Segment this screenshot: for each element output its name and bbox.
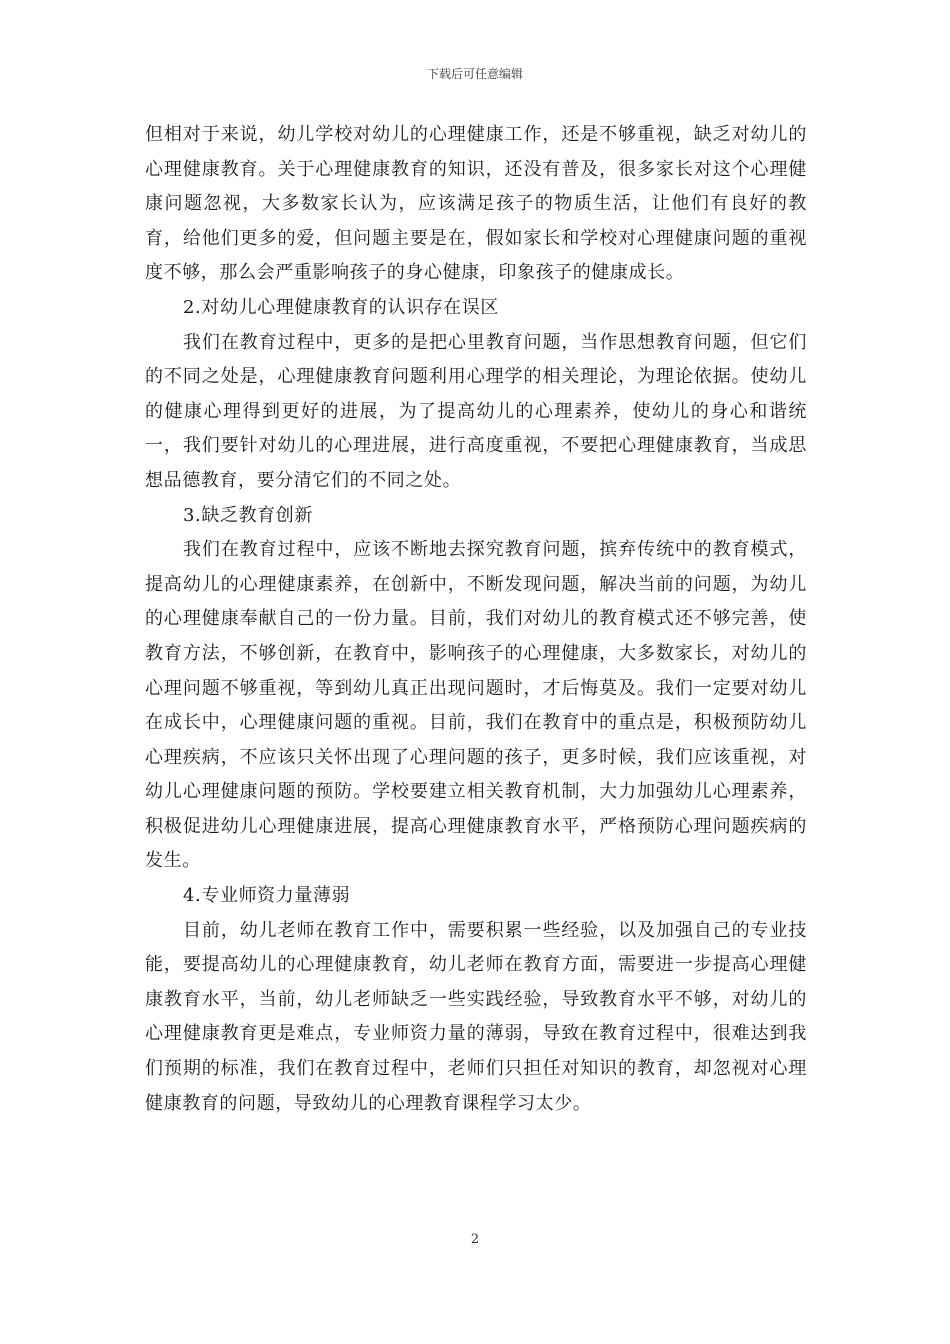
document-body: [145, 118, 807, 1121]
section-heading-4: 4.专业师资力量薄弱: [183, 885, 351, 907]
page-number: 2: [470, 1232, 480, 1247]
paragraph-continued: 但相对于来说，幼儿学校对幼儿的心理健康工作，还是不够重视，缺乏对幼儿的心理健康教育。关于心理健康教育的知识，还没有普及，很多家长对这个心理健康问题忽视，大多数家长认为，应该满足孩子的物质生活，让他们有良好的教育，给他们更多的爱，但问题主要是在，假如家长和学校对心理健康问题的重视度不够，那么会严重影响孩子的身心健康，印象孩子的健康成长。: [145, 124, 807, 284]
page-header: 下载后可任意编辑: [426, 67, 523, 81]
paragraph-section-3: 我们在教育过程中，应该不断地去探究教育问题，摈弃传统中的教育模式，提高幼儿的心理健康素养，在创新中，不断发现问题，解决当前的问题，为幼儿的心理健康奉献自己的一份力量。目前，我们对幼儿的教育模式还不够完善，使教育方法，不够创新，在教育中，影响孩子的心理健康，大多数家长，对幼儿的心理问题不够重视，等到幼儿真正出现问题时，才后悔莫及。我们一定要对幼儿在成长中，心理健康问题的重视。目前，我们在教育中的重点是，积极预防幼儿心理疾病，不应该只关怀出现了心理问题的孩子，更多时候，我们应该重视，对幼儿心理健康问题的预防。学校要建立相关教育机制，大力加强幼儿心理素养，积极促进幼儿心理健康进展，提高心理健康教育水平，严格预防心理问题疾病的发生。: [145, 539, 807, 872]
paragraph-section-2: 我们在教育过程中，更多的是把心里教育问题，当作思想教育问题，但它们的不同之处是，心理健康教育问题利用心理学的相关理论，为理论依据。使幼儿的健康心理得到更好的进展，为了提高幼儿的心理素养，使幼儿的身心和谐统一，我们要针对幼儿的心理进展，进行高度重视，不要把心理健康教育，当成思想品德教育，要分清它们的不同之处。: [145, 331, 807, 491]
section-heading-2: 2.对幼儿心理健康教育的认识存在误区: [183, 296, 499, 318]
paragraph-section-4: 目前，幼儿老师在教育工作中，需要积累一些经验，以及加强自己的专业技能，要提高幼儿的心理健康教育，幼儿老师在教育方面，需要进一步提高心理健康教育水平，当前，幼儿老师缺乏一些实践经验，导致教育水平不够，对幼儿的心理健康教育更是难点，专业师资力量的薄弱，导致在教育过程中，很难达到我们预期的标准，我们在教育过程中，老师们只担任对知识的教育，却忽视对心理健康教育的问题，导致幼儿的心理教育课程学习太少。: [145, 919, 807, 1114]
section-heading-3: 3.缺乏教育创新: [183, 504, 313, 526]
